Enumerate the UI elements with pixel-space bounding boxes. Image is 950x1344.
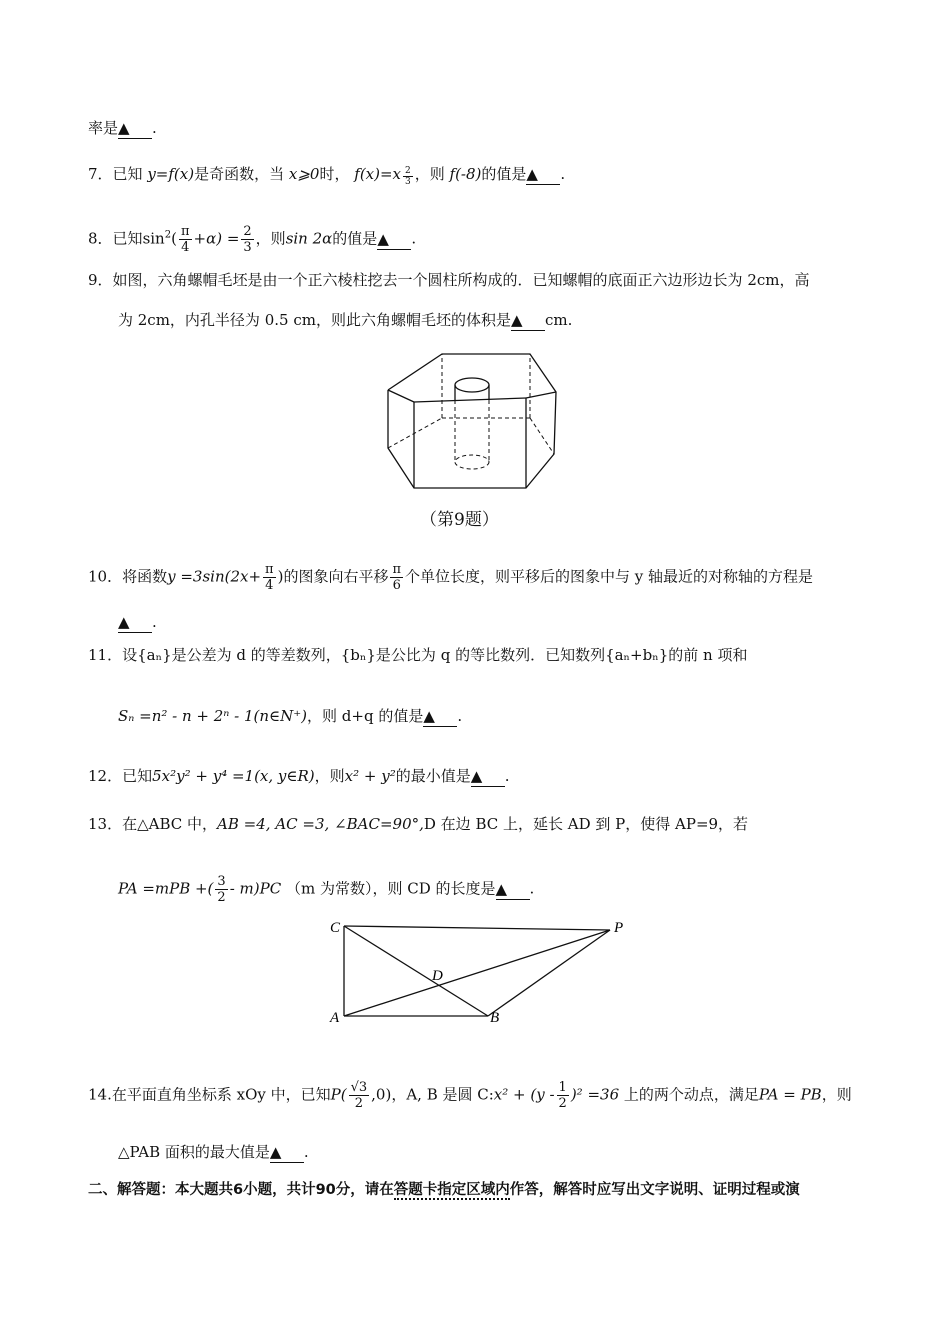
answer-blank[interactable]: ▲ xyxy=(118,118,152,139)
question-11-line-2: Sₙ =n² - n + 2ⁿ - 1(n∈N⁺)，则 d+q 的值是▲ . xyxy=(118,707,463,725)
question-13-line-1: 13．在△ABC 中，AB =4, AC =3, ∠BAC=90°,D 在边 BC 上，延长 AD 到 P，使得 AP=9，若 xyxy=(88,815,749,833)
question-11-line-1: 11．设{aₙ}是公差为 d 的等差数列，{bₙ}是公比为 q 的等比数列．已知数列{aₙ+bₙ}的前 n 项和 xyxy=(88,646,748,664)
answer-blank[interactable]: ▲ xyxy=(377,229,411,250)
answer-blank[interactable]: ▲ xyxy=(471,766,505,787)
answer-blank[interactable]: ▲ xyxy=(270,1142,304,1163)
question-13-line-2: PA =mPB +( $\frac{3}{2}$ - m)PC （m 为常数），则 CD 的长度是▲ . xyxy=(118,874,535,905)
question-14-line-2: △PAB 面积的最大值是▲ . xyxy=(118,1143,309,1161)
answer-blank[interactable]: ▲ xyxy=(511,310,545,331)
question-9-line-2: 为 2cm，内孔半径为 0.5 cm，则此六角螺帽毛坯的体积是▲ cm. xyxy=(118,311,573,329)
label-C: C xyxy=(330,920,341,936)
hex-nut-figure xyxy=(380,348,570,498)
hole-bottom xyxy=(455,455,489,469)
answer-blank[interactable]: ▲ xyxy=(526,164,560,185)
question-10: 10．将函数y =3sin(2x+ $\frac{\pi}{4}$ )的图象向右平移 $\frac{\pi}{6}$ 个单位长度，则平移后的图象中与 y 轴最近的对称轴的方程是 xyxy=(88,562,814,593)
question-8: 8．已知$\sin^2$( $\frac{\pi}{4}$ +α) = $\frac{2}{3}$ ，则sin 2α的值是▲ . xyxy=(88,224,417,255)
figure-9-caption: （第9题） xyxy=(420,510,499,530)
answer-blank[interactable]: ▲ xyxy=(118,612,152,633)
q6-tail: 率是▲ . xyxy=(88,119,157,137)
segment-CB xyxy=(344,926,488,1016)
answer-blank[interactable]: ▲ xyxy=(423,706,457,727)
question-9-line-1: 9．如图，六角螺帽毛坯是由一个正六棱柱挖去一个圆柱所构成的．已知螺帽的底面正六边形边长为 2cm，高 xyxy=(88,271,810,289)
label-A: A xyxy=(330,1010,340,1024)
question-12: 12．已知5x²y² + y⁴ =1(x, y∈R)，则x² + y²的最小值是▲ . xyxy=(88,767,510,785)
label-D: D xyxy=(432,968,443,984)
segment-AP xyxy=(344,930,610,1016)
section-2-heading: 二、解答题：本大题共6小题，共计90分，请在答题卡指定区域内作答，解答时应写出文字说明、证明过程或演 xyxy=(88,1182,800,1198)
question-10-answer: ▲ . xyxy=(118,613,157,631)
label-B: B xyxy=(490,1010,500,1024)
hexagon-outline xyxy=(388,354,556,488)
label-P: P xyxy=(614,920,624,936)
question-7: 7．已知 y=f(x)是奇函数，当 x⩾0时， f(x)=x $\frac{2}{3}$ ，则 f(-8)的值是▲ . xyxy=(88,165,566,187)
answer-blank[interactable]: ▲ xyxy=(496,879,530,900)
segment-CP xyxy=(344,926,610,930)
segment-BP xyxy=(488,930,610,1016)
triangle-figure xyxy=(312,916,640,1024)
hole-top xyxy=(455,378,489,392)
question-14-line-1: 14.在平面直角坐标系 xOy 中，已知P( $\frac{√3}{2}$ ,0)，A, B 是圆 C:x² + (y - $\frac{1}{2}$ )² =36 上的两个动点，满足PA = PB，则 xyxy=(88,1080,852,1111)
